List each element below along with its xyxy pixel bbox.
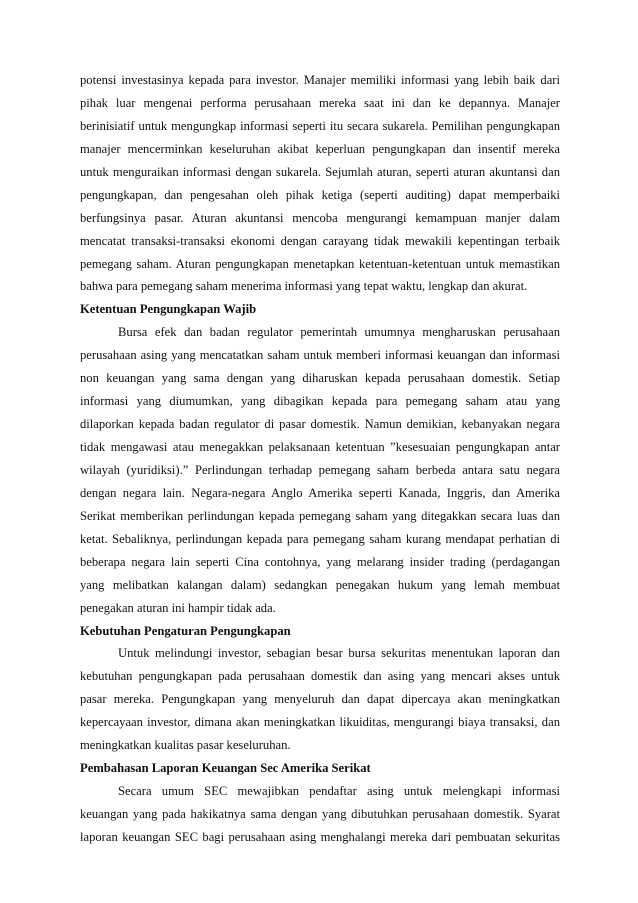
text-line: kepercayaan investor, dimana akan meningkatkan likuiditas, mengurangi biaya transaksi, dan — [80, 715, 560, 730]
section-heading: Ketentuan Pengungkapan Wajib — [80, 302, 257, 317]
text-line: keuangan yang pada hakikatnya sama dengan yang dibutuhkan perusahaan domestik. Syarat — [80, 807, 560, 821]
text-line: beberapa negara lain seperti Cina contohnya, yang melarang insider trading (perdagangan — [80, 554, 560, 569]
text-line: yang melibatkan kalangan dalam) sedangkan penegakan hukum yang lemah membuat — [80, 577, 560, 592]
paragraph — [80, 69, 560, 298]
text-line: untuk menguraikan informasi dengan sukarela. Sejumlah aturan, seperti aturan akuntansi dan — [80, 164, 560, 179]
text-line: Secara umum SEC mewajibkan pendaftar asing untuk melengkapi informasi — [118, 784, 560, 799]
paragraph — [80, 780, 560, 849]
text-line: dilaporkan kepada badan regulator di pasar domestik. Namun demikian, kebanyakan negara — [80, 417, 560, 432]
document-page — [80, 69, 560, 849]
text-line: perusahaan asing yang mencatatkan saham untuk memberi informasi keuangan dan informasi — [80, 348, 560, 363]
text-line: potensi investasinya kepada para investor. Manajer memiliki informasi yang lebih baik dari — [80, 73, 560, 87]
text-line: Serikat memberikan perlindungan kepada pemegang saham yang ditegakkan secara luas dan — [80, 508, 560, 523]
section-heading: Kebutuhan Pengaturan Pengungkapan — [80, 623, 291, 638]
text-line: Untuk melindungi investor, sebagian besar bursa sekuritas menentukan laporan dan — [118, 646, 560, 661]
text-line: kebutuhan pengungkapan pada perusahaan domestik dan asing yang mencari akses untuk — [80, 669, 560, 684]
text-line: non keuangan yang sama dengan yang diharuskan kepada perusahaan domestik. Setiap — [80, 371, 560, 386]
text-line: wilayah (yuridiksi).” Perlindungan terhadap pemegang saham berbeda antara satu negara — [80, 462, 560, 477]
text-line: manajer mencerminkan keseluruhan akibat keperluan pengungkapan dan insentif mereka — [80, 141, 560, 156]
text-line: ketat. Sebaliknya, perlindungan kepada para pemegang saham kurang mendapat perhatian di — [80, 531, 560, 546]
text-line: tidak mengawasi atau menegakkan pelaksanaan ketentuan ”kesesuaian pengungkapan antar — [80, 440, 560, 454]
paragraph — [80, 642, 560, 757]
text-line: pemegang saham. Aturan pengungkapan menetapkan ketentuan-ketentuan untuk memastikan — [80, 256, 560, 271]
text-line: pengungkapan, dan pengesahan oleh pihak ketiga (seperti auditing) dapat memperbaiki — [80, 187, 560, 202]
text-line: dengan negara lain. Negara-negara Anglo Amerika seperti Kanada, Inggris, dan Amerika — [80, 485, 560, 500]
text-line: penegakan aturan ini hampir tidak ada. — [80, 600, 276, 615]
text-line: laporan keuangan SEC bagi perusahaan asing menghalangi mereka dari pembuatan sekuritas — [80, 829, 560, 844]
text-line: berinisiatif untuk mengungkap informasi seperti itu secara sukarela. Pemilihan pengungkapan — [80, 118, 560, 133]
text-line: pasar mereka. Pengungkapan yang menyeluruh dan dapat dipercaya akan meningkatkan — [80, 692, 560, 707]
text-line: berfungsinya pasar. Aturan akuntansi mencoba mengurangi kemampuan manjer dalam — [80, 210, 560, 225]
text-line: meningkatkan kualitas pasar keseluruhan. — [80, 738, 291, 753]
text-line: bahwa para pemegang saham menerima informasi yang tepat waktu, lengkap dan akurat. — [80, 279, 528, 294]
text-line: pihak luar mengenai performa perusahaan mereka saat ini dan ke depannya. Manajer — [80, 95, 560, 110]
text-line: informasi yang diumumkan, yang dibagikan kepada para pemegang saham atau yang — [80, 394, 560, 409]
paragraph — [80, 321, 560, 619]
text-line: Bursa efek dan badan regulator pemerintah umumnya mengharuskan perusahaan — [118, 325, 560, 340]
section-heading: Pembahasan Laporan Keuangan Sec Amerika Serikat — [80, 761, 371, 776]
text-line: mencatat transaksi-transaksi ekonomi dengan carayang tidak mewakili kepentingan terbaik — [80, 233, 560, 248]
